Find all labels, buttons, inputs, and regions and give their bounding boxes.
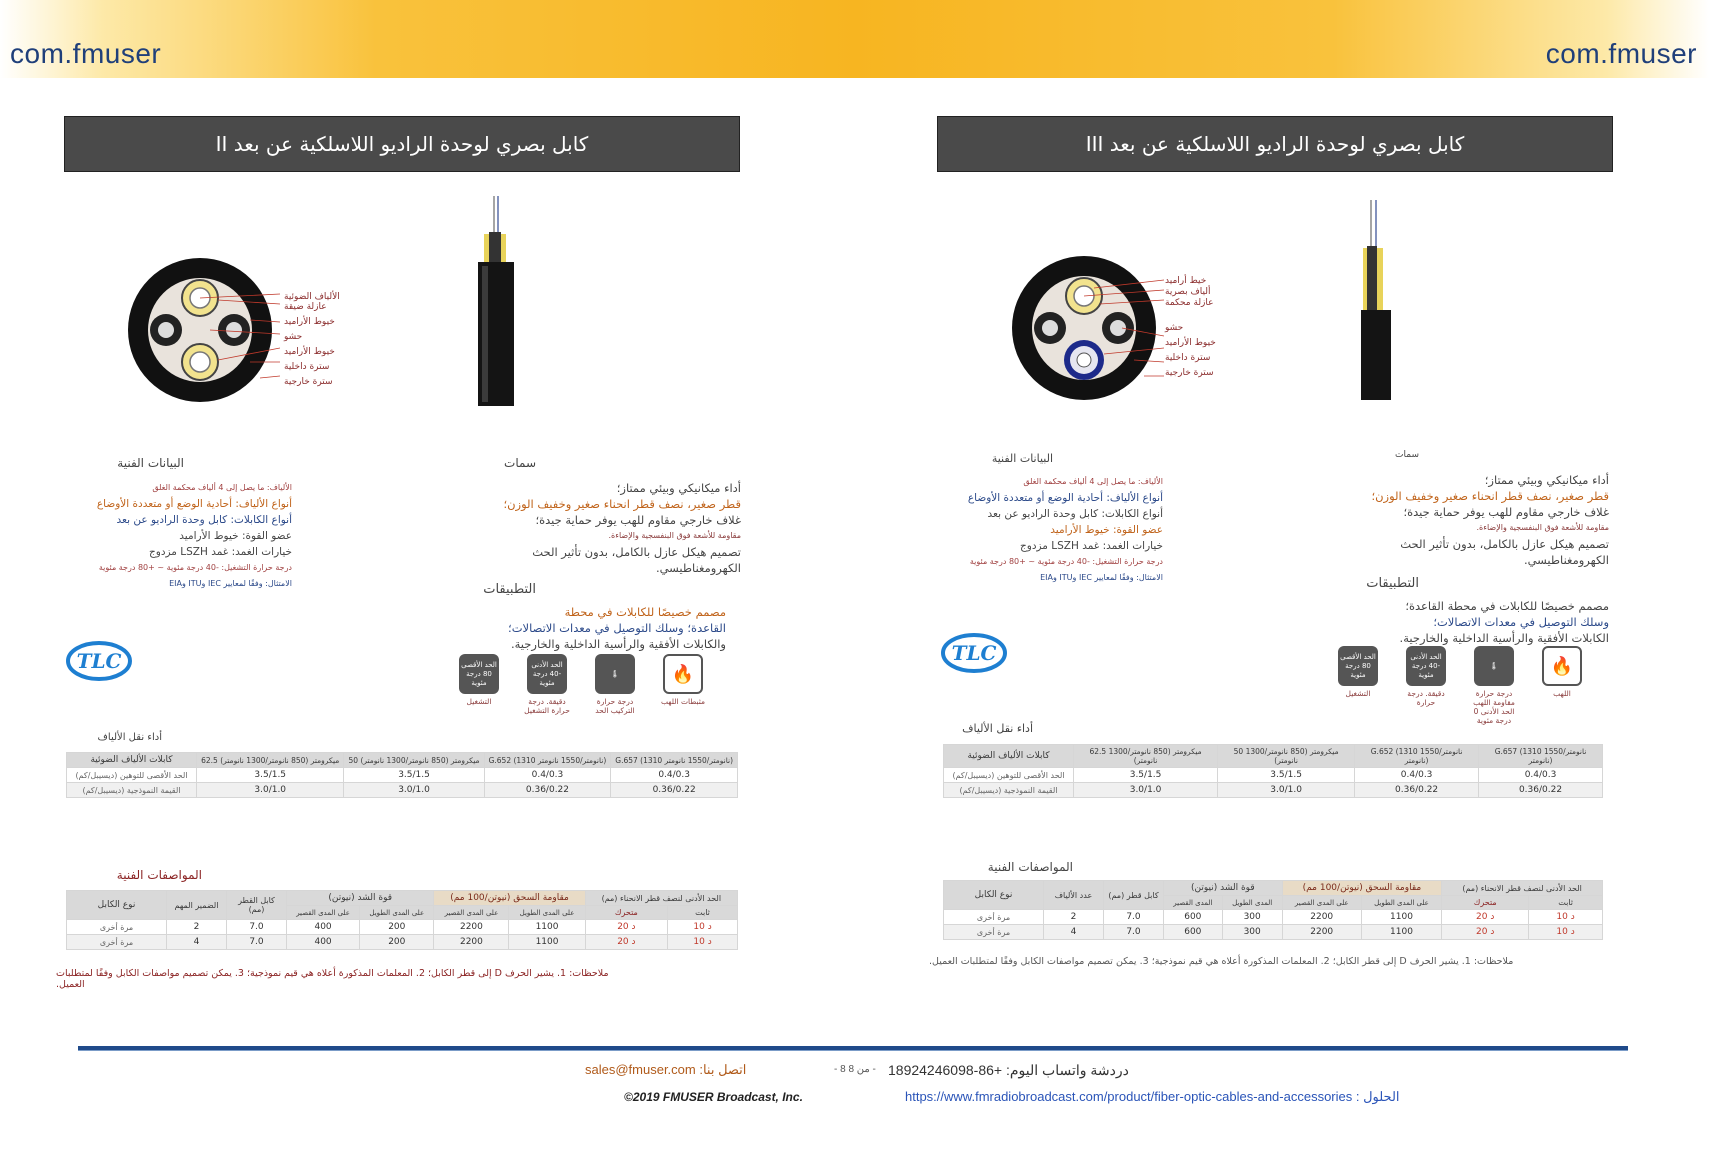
cross-label: سترة داخلية — [1165, 353, 1211, 363]
left-cross-labels — [284, 290, 394, 390]
cross-label: عازلة محكمة — [1165, 298, 1214, 308]
cross-label: خيوط الأراميد — [284, 347, 335, 357]
table-header: متحرك — [1442, 896, 1529, 910]
left-title: كابل بصري لوحدة الراديو اللاسلكية عن بعد II — [215, 132, 589, 156]
cross-label: حشو — [284, 332, 303, 342]
tech-item: خيارات الغمد: غمد LSZH مزدوج — [1019, 540, 1163, 552]
tech-item: الامتثال: وفقًا لمعايير IEC وITU وEIA — [1040, 573, 1163, 582]
icon-caption: مثبطات اللهب — [660, 697, 706, 706]
right-feat-list — [1319, 472, 1609, 568]
table-header: G.657 (1310 نانومتر/1550 نانومتر) — [1479, 745, 1603, 768]
icon-caption: درجة حرارة التركيب الحد — [595, 697, 635, 715]
feat-item: غلاف خارجي مقاوم للهب يوفر حماية جيدة؛ — [1403, 505, 1609, 519]
cable-photo-icon — [1341, 200, 1401, 410]
table-header: ثابت — [1529, 896, 1603, 910]
icon-caption: دقيقة. درجة حرارة التشغيل — [524, 697, 570, 715]
right-perf-title: أداء نقل الألياف — [962, 722, 1033, 735]
feat-item: مقاومة للأشعة فوق البنفسجية والإضاءة. — [1476, 523, 1609, 532]
right-tech-title: البيانات الفنية — [991, 452, 1053, 465]
table-header: عدد الألياف — [1044, 881, 1104, 910]
tlc-logo-text: TLC — [951, 641, 997, 665]
cross-label: الألياف الضوئية — [284, 292, 340, 302]
feat-item: غلاف خارجي مقاوم للهب يوفر حماية جيدة؛ — [535, 513, 741, 527]
left-title-bar — [64, 116, 740, 172]
table-row: القيمة النموذجية (ديسيبل/كم) 3.0/1.0 3.0/1.0 0.36/0.22 0.36/0.22 — [944, 783, 1603, 798]
right-specs-title: المواصفات الفنية — [987, 860, 1073, 874]
thermometer-max-icon: الحد الأقصى 80 درجة مئوية — [459, 654, 499, 694]
table-header: كابلات الألياف الضوئية — [67, 753, 197, 768]
cable-cross-section-icon — [1004, 248, 1164, 408]
flame-retardant-icon: 🔥 — [1542, 646, 1582, 686]
app-item: والكابلات الأفقية والرأسية الداخلية والخارجية. — [510, 637, 726, 651]
table-header: كابل القطر (مم) — [227, 891, 287, 920]
left-feat-list — [446, 480, 741, 576]
table-header: كابل قطر (مم) — [1104, 881, 1164, 910]
table-header: نوع الكابل — [67, 891, 167, 920]
solutions-link[interactable]: https://www.fmradiobroadcast.com/product/fiber-optic-cables-and-accessories : الحلول — [905, 1089, 1400, 1104]
table-row: الحد الأقصى للتوهين (ديسيبل/كم) 3.5/1.5 3.5/1.5 0.4/0.3 0.4/0.3 — [67, 768, 738, 783]
left-specs-table — [66, 890, 738, 950]
table-header: المدى الطويل — [1222, 896, 1282, 910]
feat-item: قطر صغير، نصف قطر انحناء صغير وخفيف الوزن؛ — [503, 497, 741, 511]
right-tech-list — [933, 474, 1163, 586]
table-header: G.657 (1310 نانومتر/1550 نانومتر) — [611, 753, 738, 768]
table-header: G.652 (1310 نانومتر/1550 نانومتر) — [484, 753, 611, 768]
right-apps-title: التطبيقات — [1366, 576, 1419, 591]
table-row: مرة أخرى 2 7.0 400 200 2200 1100 20 د 10 د — [67, 920, 738, 935]
feat-item: قطر صغير، نصف قطر انحناء صغير وخفيف الوزن؛ — [1371, 489, 1609, 503]
thermometer-icon: 🌡 — [595, 654, 635, 694]
tlc-logo-icon — [66, 640, 132, 682]
cross-label: ألياف بصرية — [1165, 287, 1211, 297]
cross-label: خيوط الأراميد — [1165, 338, 1216, 348]
icon-item — [1537, 646, 1587, 725]
right-specs-table — [943, 880, 1603, 940]
tech-item: الألياف: ما يصل إلى 4 ألياف محكمة الغلق — [152, 483, 292, 492]
tech-item: درجة حرارة التشغيل: -40 درجة مئوية ~ +80 درجة مئوية — [969, 557, 1163, 566]
table-header: قوة الشد (نيوتن) — [1164, 881, 1283, 896]
cable-cross-section-icon — [120, 250, 280, 410]
thermometer-min-icon: الحد الأدنى -40 درجة مئوية — [527, 654, 567, 694]
cable-photo-icon — [462, 196, 522, 406]
feat-item: مقاومة للأشعة فوق البنفسجية والإضاءة. — [608, 531, 741, 540]
tech-item: الألياف: ما يصل إلى 4 ألياف محكمة الغلق — [1023, 477, 1163, 486]
right-page — [929, 0, 1619, 1168]
table-header: على المدى القصير — [434, 906, 509, 920]
icon-item — [1333, 646, 1383, 725]
whatsapp-phone: دردشة واتساب اليوم: +86-18924246098 — [888, 1062, 1129, 1078]
copyright: ©2019 FMUSER Broadcast, Inc. — [624, 1090, 803, 1104]
left-apps-title: التطبيقات — [483, 582, 536, 597]
table-header: على المدى الطويل — [509, 906, 585, 920]
feat-item: تصميم هيكل عازل بالكامل، بدون تأثير الحث الكهرومغناطيسي. — [532, 545, 741, 575]
table-header: قوة الشد (نيوتن) — [287, 891, 434, 906]
tech-item: خيارات الغمد: غمد LSZH مزدوج — [148, 546, 292, 558]
left-tech-list — [62, 480, 292, 592]
table-header: نوع الكابل — [944, 881, 1044, 910]
tech-item: أنواع الكابلات: كابل وحدة الراديو عن بعد — [987, 508, 1163, 520]
icon-item — [454, 654, 504, 715]
table-header: 50 ميكرومتر (850 نانومتر/1300 نانومتر) — [344, 753, 484, 768]
cross-label: سترة خارجية — [1165, 368, 1214, 378]
table-header: على المدى القصير — [1282, 896, 1361, 910]
tech-item: أنواع الألياف: أحادية الوضع أو متعددة الأوضاع — [96, 498, 292, 510]
table-row: القيمة النموذجية (ديسيبل/كم) 3.0/1.0 3.0/1.0 0.36/0.22 0.36/0.22 — [67, 783, 738, 798]
right-cross-labels — [1165, 276, 1275, 381]
left-perf-title: أداء نقل الألياف — [97, 732, 162, 743]
left-apps-list — [426, 604, 726, 652]
table-header: متحرك — [585, 906, 667, 920]
tech-item: درجة حرارة التشغيل: -40 درجة مئوية ~ +80 درجة مئوية — [98, 563, 292, 572]
thermometer-max-icon: الحد الأقصى 80 درجة مئوية — [1338, 646, 1378, 686]
app-item: مصمم خصيصًا للكابلات في محطة — [564, 605, 726, 619]
brand-left: com.fmuser — [10, 38, 162, 69]
left-feat-title: سمات — [504, 456, 536, 470]
page-number: - 8 من 8 - — [834, 1064, 876, 1075]
table-header: على المدى القصير — [287, 906, 360, 920]
table-row: الحد الأقصى للتوهين (ديسيبل/كم) 3.5/1.5 3.5/1.5 0.4/0.3 0.4/0.3 — [944, 768, 1603, 783]
table-header: مقاومة السحق (نيوتن/100 مم) — [1282, 881, 1442, 896]
table-header: كابلات الألياف الضوئية — [944, 745, 1074, 768]
table-row: مرة أخرى 4 7.0 600 300 2200 1100 20 د 10 د — [944, 925, 1603, 940]
app-item: القاعدة؛ وسلك التوصيل في معدات الاتصالات؛ — [508, 621, 726, 635]
table-header: G.652 (1310 نانومتر/1550 نانومتر) — [1355, 745, 1479, 768]
tlc-logo-icon — [941, 632, 1007, 674]
icon-caption: درجة حرارة مقاومة اللهب الحد الأدنى 0 درجة مئوية — [1473, 689, 1515, 725]
right-icons — [1333, 646, 1587, 725]
left-tech-title: البيانات الفنية — [117, 456, 184, 470]
contact-email-link[interactable]: sales@fmuser.com :اتصل بنا — [585, 1062, 747, 1077]
left-icons — [454, 654, 708, 715]
right-title-bar — [937, 116, 1613, 172]
icon-caption: التشغيل — [466, 697, 492, 706]
table-header: ثابت — [668, 906, 738, 920]
thermometer-icon: 🌡 — [1474, 646, 1514, 686]
feat-item: تصميم هيكل عازل بالكامل، بدون تأثير الحث الكهرومغناطيسي. — [1400, 537, 1609, 567]
right-feat-title: سمات — [1395, 450, 1419, 460]
table-header: الحد الأدنى لنصف قطر الانحناء (مم) — [585, 891, 737, 906]
table-header: 62.5 ميكرومتر (850 نانومتر/1300 نانومتر) — [197, 753, 344, 768]
flame-retardant-icon: 🔥 — [663, 654, 703, 694]
icon-item — [522, 654, 572, 715]
cross-label: حشو — [1165, 323, 1184, 333]
cross-label: عازلة ضيقة — [284, 302, 327, 312]
right-notes: ملاحظات: 1. يشير الحرف D إلى قطر الكابل؛ 2. المعلمات المذكورة أعلاه هي قيم نموذجية؛ 3. يمكن تصميم مواصفات الكابل وفقًا لمتطلبات العميل. — [929, 956, 1514, 967]
right-title: كابل بصري لوحدة الراديو اللاسلكية عن بعد III — [1085, 132, 1465, 156]
tech-item: عضو القوة: خيوط الأراميد — [179, 530, 292, 542]
left-specs-title: المواصفات الفنية — [116, 868, 202, 882]
right-apps-list — [1309, 598, 1609, 646]
table-header: 50 ميكرومتر (850 نانومتر/1300 نانومتر) — [1218, 745, 1355, 768]
footer-divider-thin — [78, 1050, 1628, 1051]
icon-item — [590, 654, 640, 715]
app-item: الكابلات الأفقية والرأسية الداخلية والخارجية. — [1399, 631, 1609, 645]
left-perf-table — [66, 752, 738, 798]
cross-label: خيوط الأراميد — [284, 317, 335, 327]
tech-item: أنواع الألياف: أحادية الوضع أو متعددة الأوضاع — [967, 492, 1163, 504]
brand-right: com.fmuser — [1545, 38, 1697, 69]
icon-caption: اللهب — [1553, 689, 1571, 698]
icon-item — [1469, 646, 1519, 725]
app-item: مصمم خصيصًا للكابلات في محطة القاعدة؛ — [1405, 599, 1609, 613]
tech-item: الامتثال: وفقًا لمعايير IEC وITU وEIA — [169, 579, 292, 588]
cross-label: خيط أراميد — [1165, 276, 1207, 286]
icon-caption: دقيقة. درجة حرارة — [1407, 689, 1445, 707]
tech-item: أنواع الكابلات: كابل وحدة الراديو عن بعد — [116, 514, 292, 526]
table-row: مرة أخرى 2 7.0 600 300 2200 1100 20 د 10 د — [944, 910, 1603, 925]
table-row: مرة أخرى 4 7.0 400 200 2200 1100 20 د 10 د — [67, 935, 738, 950]
icon-item — [658, 654, 708, 715]
thermometer-min-icon: الحد الأدنى -40 درجة مئوية — [1406, 646, 1446, 686]
table-header: الحد الأدنى لنصف قطر الانحناء (مم) — [1442, 881, 1603, 896]
tlc-logo-text: TLC — [76, 649, 122, 673]
cross-label: سترة خارجية — [284, 377, 333, 387]
table-header: مقاومة السحق (نيوتن/100 مم) — [434, 891, 585, 906]
feat-item: أداء ميكانيكي وبيئي ممتاز؛ — [1484, 473, 1609, 487]
icon-caption: التشغيل — [1345, 689, 1371, 698]
right-perf-table — [943, 744, 1603, 798]
feat-item: أداء ميكانيكي وبيئي ممتاز؛ — [616, 481, 741, 495]
left-notes: ملاحظات: 1. يشير الحرف D إلى قطر الكابل؛ 2. المعلمات المذكورة أعلاه هي قيم نموذجية؛ 3. يمكن تصميم مواصفات الكابل وفقًا لمتطلبات العميل. — [56, 968, 609, 990]
table-header: على المدى الطويل — [360, 906, 434, 920]
app-item: وسلك التوصيل في معدات الاتصالات؛ — [1433, 615, 1609, 629]
tech-item: عضو القوة: خيوط الأراميد — [1050, 524, 1163, 536]
table-header: المدى القصير — [1164, 896, 1223, 910]
table-header: الضمير المهم — [167, 891, 227, 920]
icon-item — [1401, 646, 1451, 725]
table-header: 62.5 ميكرومتر (850 نانومتر/1300 نانومتر) — [1074, 745, 1218, 768]
table-header: على المدى الطويل — [1361, 896, 1441, 910]
left-page — [56, 0, 746, 1168]
cross-label: سترة داخلية — [284, 362, 330, 372]
